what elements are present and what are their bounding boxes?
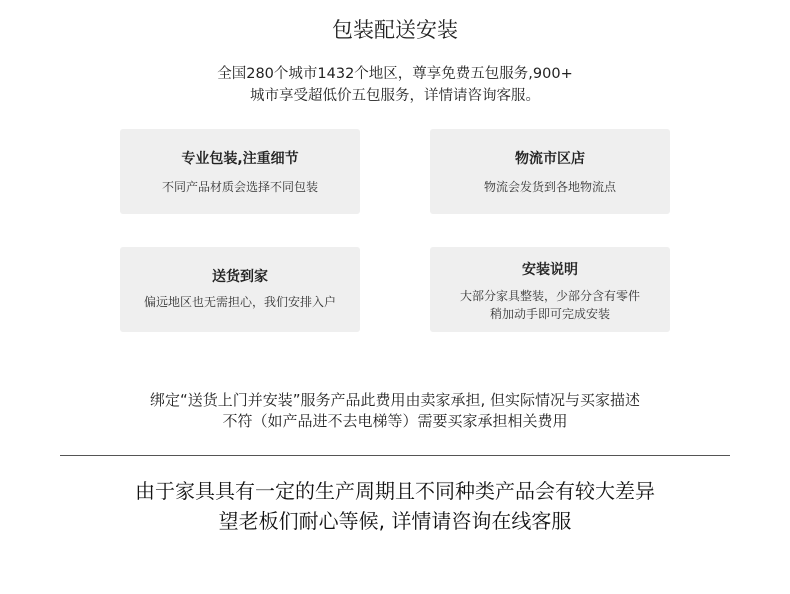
card-title: 物流市区店	[515, 151, 585, 167]
card-description-line: 大部分家具整装，少部分含有零件	[459, 289, 640, 303]
fee-note-line-2: 不符（如产品进不去电梯等）需要买家承担相关费用	[222, 412, 568, 430]
card-title: 安装说明	[522, 262, 578, 278]
card-description	[120, 178, 360, 196]
closing-line-2: 望老板们耐心等候, 详情请咨询在线客服	[218, 509, 572, 533]
fee-note-line-1: 绑定“送货上门并安装”服务产品此费用由卖家承担, 但实际情况与买家描述	[149, 391, 641, 409]
card-description	[430, 178, 670, 196]
page-title: 包装配送安装	[332, 18, 458, 42]
card-description-line: 偏远地区也无需担心，我们安排入户	[143, 295, 336, 309]
intro-line-1: 全国280个城市1432个地区，尊享免费五包服务,900+	[217, 66, 573, 82]
card-description	[120, 293, 360, 311]
card-description	[430, 287, 670, 323]
card-installation	[430, 247, 670, 332]
card-title: 专业包装,注重细节	[181, 151, 299, 167]
closing-line-1: 由于家具具有一定的生产周期且不同种类产品会有较大差异	[135, 479, 655, 503]
intro-text	[0, 63, 790, 107]
card-description-line: 稍加动手即可完成安装	[489, 307, 610, 321]
closing-text	[0, 476, 790, 536]
card-title: 送货到家	[212, 269, 268, 285]
fee-note	[0, 390, 790, 432]
card-packaging	[120, 129, 360, 214]
card-description-line: 物流会发货到各地物流点	[483, 180, 616, 194]
card-home-delivery	[120, 247, 360, 332]
intro-line-2: 城市享受超低价五包服务，详情请咨询客服。	[250, 88, 540, 104]
card-logistics	[430, 129, 670, 214]
card-description-line: 不同产品材质会选择不同包装	[161, 180, 318, 194]
divider	[60, 455, 730, 456]
